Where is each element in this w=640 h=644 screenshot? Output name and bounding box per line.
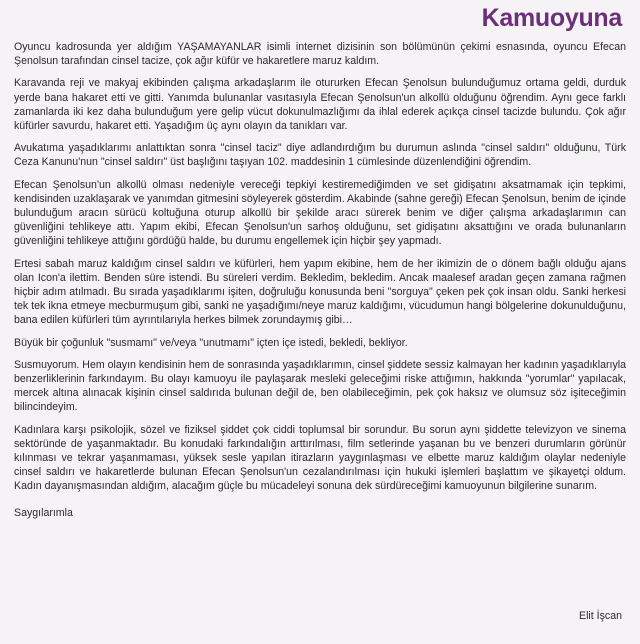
paragraph-7: Susmuyorum. Hem olayın kendisinin hem de sonrasında yaşadıklarımın, cinsel şiddete sessiz kalmayan her kadının yaşadıklarıyla benzerliklerinin farkındayım. Bu olayı kamuoyu ile paylaşarak mesleki geleceğimi riske attığımın, hakkında "yorumlar" yapılacak, mercek altına alınacak kişinin cinsel saldırıda bulunan değil de, ben olabileceğimin, pek çok haksız ve olumsuz söz işiteceğimin bilincindeyim. bbox=[14, 358, 626, 414]
paragraph-6: Büyük bir çoğunluk "susmamı" ve/veya "unutmamı" içten içe istedi, bekledi, bekliyor. bbox=[14, 336, 408, 349]
signature-name: Elit İşcan bbox=[579, 610, 622, 622]
closing-salutation: Saygılarımla bbox=[14, 506, 73, 519]
paragraph-1: Oyuncu kadrosunda yer aldığım YAŞAMAYANLAR isimli internet dizisinin son bölümünün çekimi esnasında, oyuncu Efecan Şenolsun tarafından cinsel tacize, çok ağır küfür ve hakaretlere maruz kaldım. bbox=[14, 41, 626, 68]
paragraph-2: Karavanda reji ve makyaj ekibinden çalışma arkadaşlarım ile otururken Efecan Şenolsun bulunduğumuz ortama geldi, durduk yerde bana hakaret etti ve gitti. Yanımda bulunanlar vasıtasıyla Efecan Şenolsun'un alkollü olduğunu öğrendim. Aynı gece farklı zamanlarda iki kez daha bulunduğum yere gelip vücut dokunulmazlığımı da ihlal ederek açıkça cinsel tacizde bulundu. Çok ağır küfürler savurdu, hakaret etti. Yaşadığım üç aynı olayın da tanıkları var. bbox=[14, 77, 626, 133]
document-title: Kamuoyuna bbox=[481, 4, 622, 32]
paragraph-5: Ertesi sabah maruz kaldığım cinsel saldırı ve küfürleri, hem yapım ekibine, hem de her ikimizin de o dönem bağlı olduğu ajans olan Icon'a ilettim. Benden süre istendi. Bu süreleri verdim. Bekledim, bekledim. Ancak maalesef aradan geçen zamana rağmen hiçbir adım atılmadı. Bu sırada yaşadıklarımı işiten, doğruluğu konusunda beni "sorguya" çeken pek çok insan oldu. Sanki herkesi tek tek ikna etmeye mecburmuşum gibi, sanki ne yaşadığımı/neye maruz kaldığımı, vücudumun hangi bölgelerine dokunulduğunu, bana edilen küfürleri tüm ayrıntılarıyla herkes bilmek zorundaymış gibi… bbox=[14, 257, 626, 327]
paragraph-3: Avukatıma yaşadıklarımı anlattıktan sonra "cinsel taciz" diye adlandırdığım bu durumun aslında "cinsel saldırı" olduğunu, Türk Ceza Kanunu'nun "cinsel saldırı" üst başlığını taşıyan 102. maddesinin 1 cümlesinde düzenlendiğini öğrendim. bbox=[14, 142, 626, 169]
paragraph-8: Kadınlara karşı psikolojik, sözel ve fiziksel şiddet çok ciddi toplumsal bir sorundur. Bu sorun aynı şiddette televizyon ve sinema sektöründe de yaşanmaktadır. Bu konudaki farkındalığın arttırılması, film setlerinde yaşanan bu ve benzeri durumların görünür kılınması ve tekrar yaşanmaması, yüksek sesle yapılan itirazların yaygınlaşması ve elbette maruz kaldığım olaylar nedeniyle cinsel saldırı ve hakaretlerde bulunan Efecan Şenolsun'un cezalandırılması için hukuki işlemleri başlattım ve şikayetçi oldum. Kadın dayanışmasından aldığım, alacağım güçle bu mücadeleyi sonuna dek sürdüreceğimi kamuoyunun bilgilerine sunarım. bbox=[14, 423, 626, 493]
statement-body bbox=[14, 40, 626, 520]
paragraph-4: Efecan Şenolsun'un alkollü olması nedeniyle vereceği tepkiyi kestiremediğimden ve set gidişatını aksatmamak için tepkimi, kendisinden uzaklaşarak ve yanımdan gitmesini söyleyerek gösterdim. Akabinde (sahne gereği) Efecan Şenolsun, benim de içinde bulunduğum aracın sürücü koltuğuna oturup alkollü bir şekilde aracı sürerek benim ve diğer çalışma arkadaşlarımın can güvenliğini tehlikeye attı. Yapım ekibi, Efecan Şenolsun'un sarhoş olduğunu, set gidişatını aksattığını ve orada bulunanların güvenliğini tehlikeye attığını gördüğü halde, bu durumu engellemek için hiçbir şey yapmadı. bbox=[14, 178, 626, 248]
